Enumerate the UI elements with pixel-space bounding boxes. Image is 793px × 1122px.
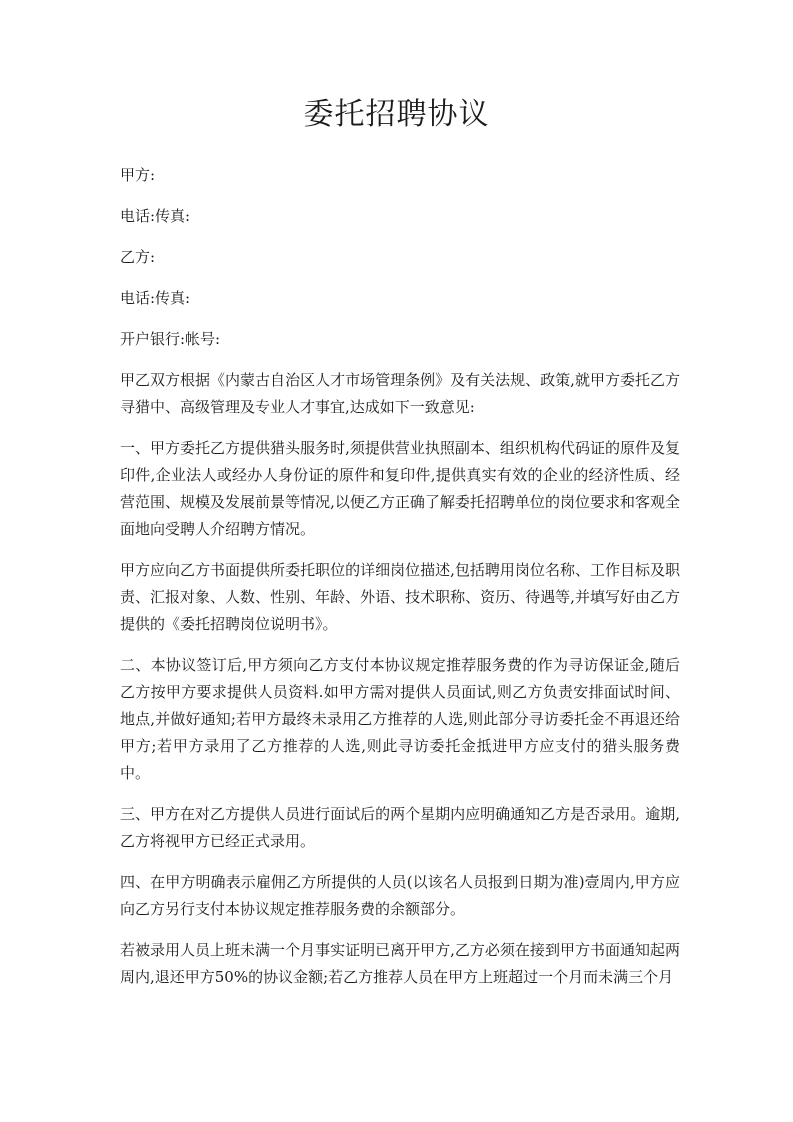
document-body [120, 162, 680, 1005]
document-title: 委托招聘协议 [303, 97, 490, 132]
clause-4-paragraph: 四、在甲方明确表示雇佣乙方所提供的人员(以该名人员报到日期为准)壹周内,甲方应向乙方另行支付本协议规定推荐服务费的余额部分。 [120, 873, 680, 918]
bank-account-field: 开户银行:帐号: [120, 330, 221, 348]
clause-1-job-description-paragraph: 甲方应向乙方书面提供所委托职位的详细岗位描述,包括聘用岗位名称、工作目标及职责、汇报对象、人数、性别、年龄、外语、技术职称、资历、待遇等,并填写好由乙方提供的《委托招聘岗位说明书》。 [120, 561, 680, 633]
clause-3-paragraph: 三、甲方在对乙方提供人员进行面试后的两个星期内应明确通知乙方是否录用。逾期,乙方将视甲方已经正式录用。 [120, 805, 680, 850]
preamble-paragraph: 甲乙双方根据《内蒙古自治区人才市场管理条例》及有关法规、政策,就甲方委托乙方寻猎中、高级管理及专业人才事宜,达成如下一致意见: [120, 371, 680, 416]
party-a-phone-fax-field: 电话:传真: [120, 207, 191, 225]
party-b-phone-fax-field: 电话:传真: [120, 289, 191, 307]
clause-1-paragraph: 一、甲方委托乙方提供猎头服务时,须提供营业执照副本、组织机构代码证的原件及复印件,企业法人或经办人身份证的原件和复印件,提供真实有效的企业的经济性质、经营范围、规模及发展前景等情况,以便乙方正确了解委托招聘单位的岗位要求和客观全面地向受聘人介绍聘方情况。 [120, 439, 680, 538]
party-b-field: 乙方: [120, 248, 156, 266]
clause-4-refund-paragraph: 若被录用人员上班未满一个月事实证明已离开甲方,乙方必须在接到甲方书面通知起两周内,退还甲方50%的协议金额;若乙方推荐人员在甲方上班超过一个月而未满三个月 [120, 941, 680, 986]
party-a-field: 甲方: [120, 166, 156, 184]
clause-2-paragraph: 二、本协议签订后,甲方须向乙方支付本协议规定推荐服务费的作为寻访保证金,随后乙方按甲方要求提供人员资料.如甲方需对提供人员面试,则乙方负责安排面试时间、地点,并做好通知;若甲方最终未录用乙方推荐的人选,则此部分寻访委托金不再退还给甲方;若甲方录用了乙方推荐的人选,则此寻访委托金抵进甲方应支付的猎头服务费中。 [120, 656, 680, 782]
